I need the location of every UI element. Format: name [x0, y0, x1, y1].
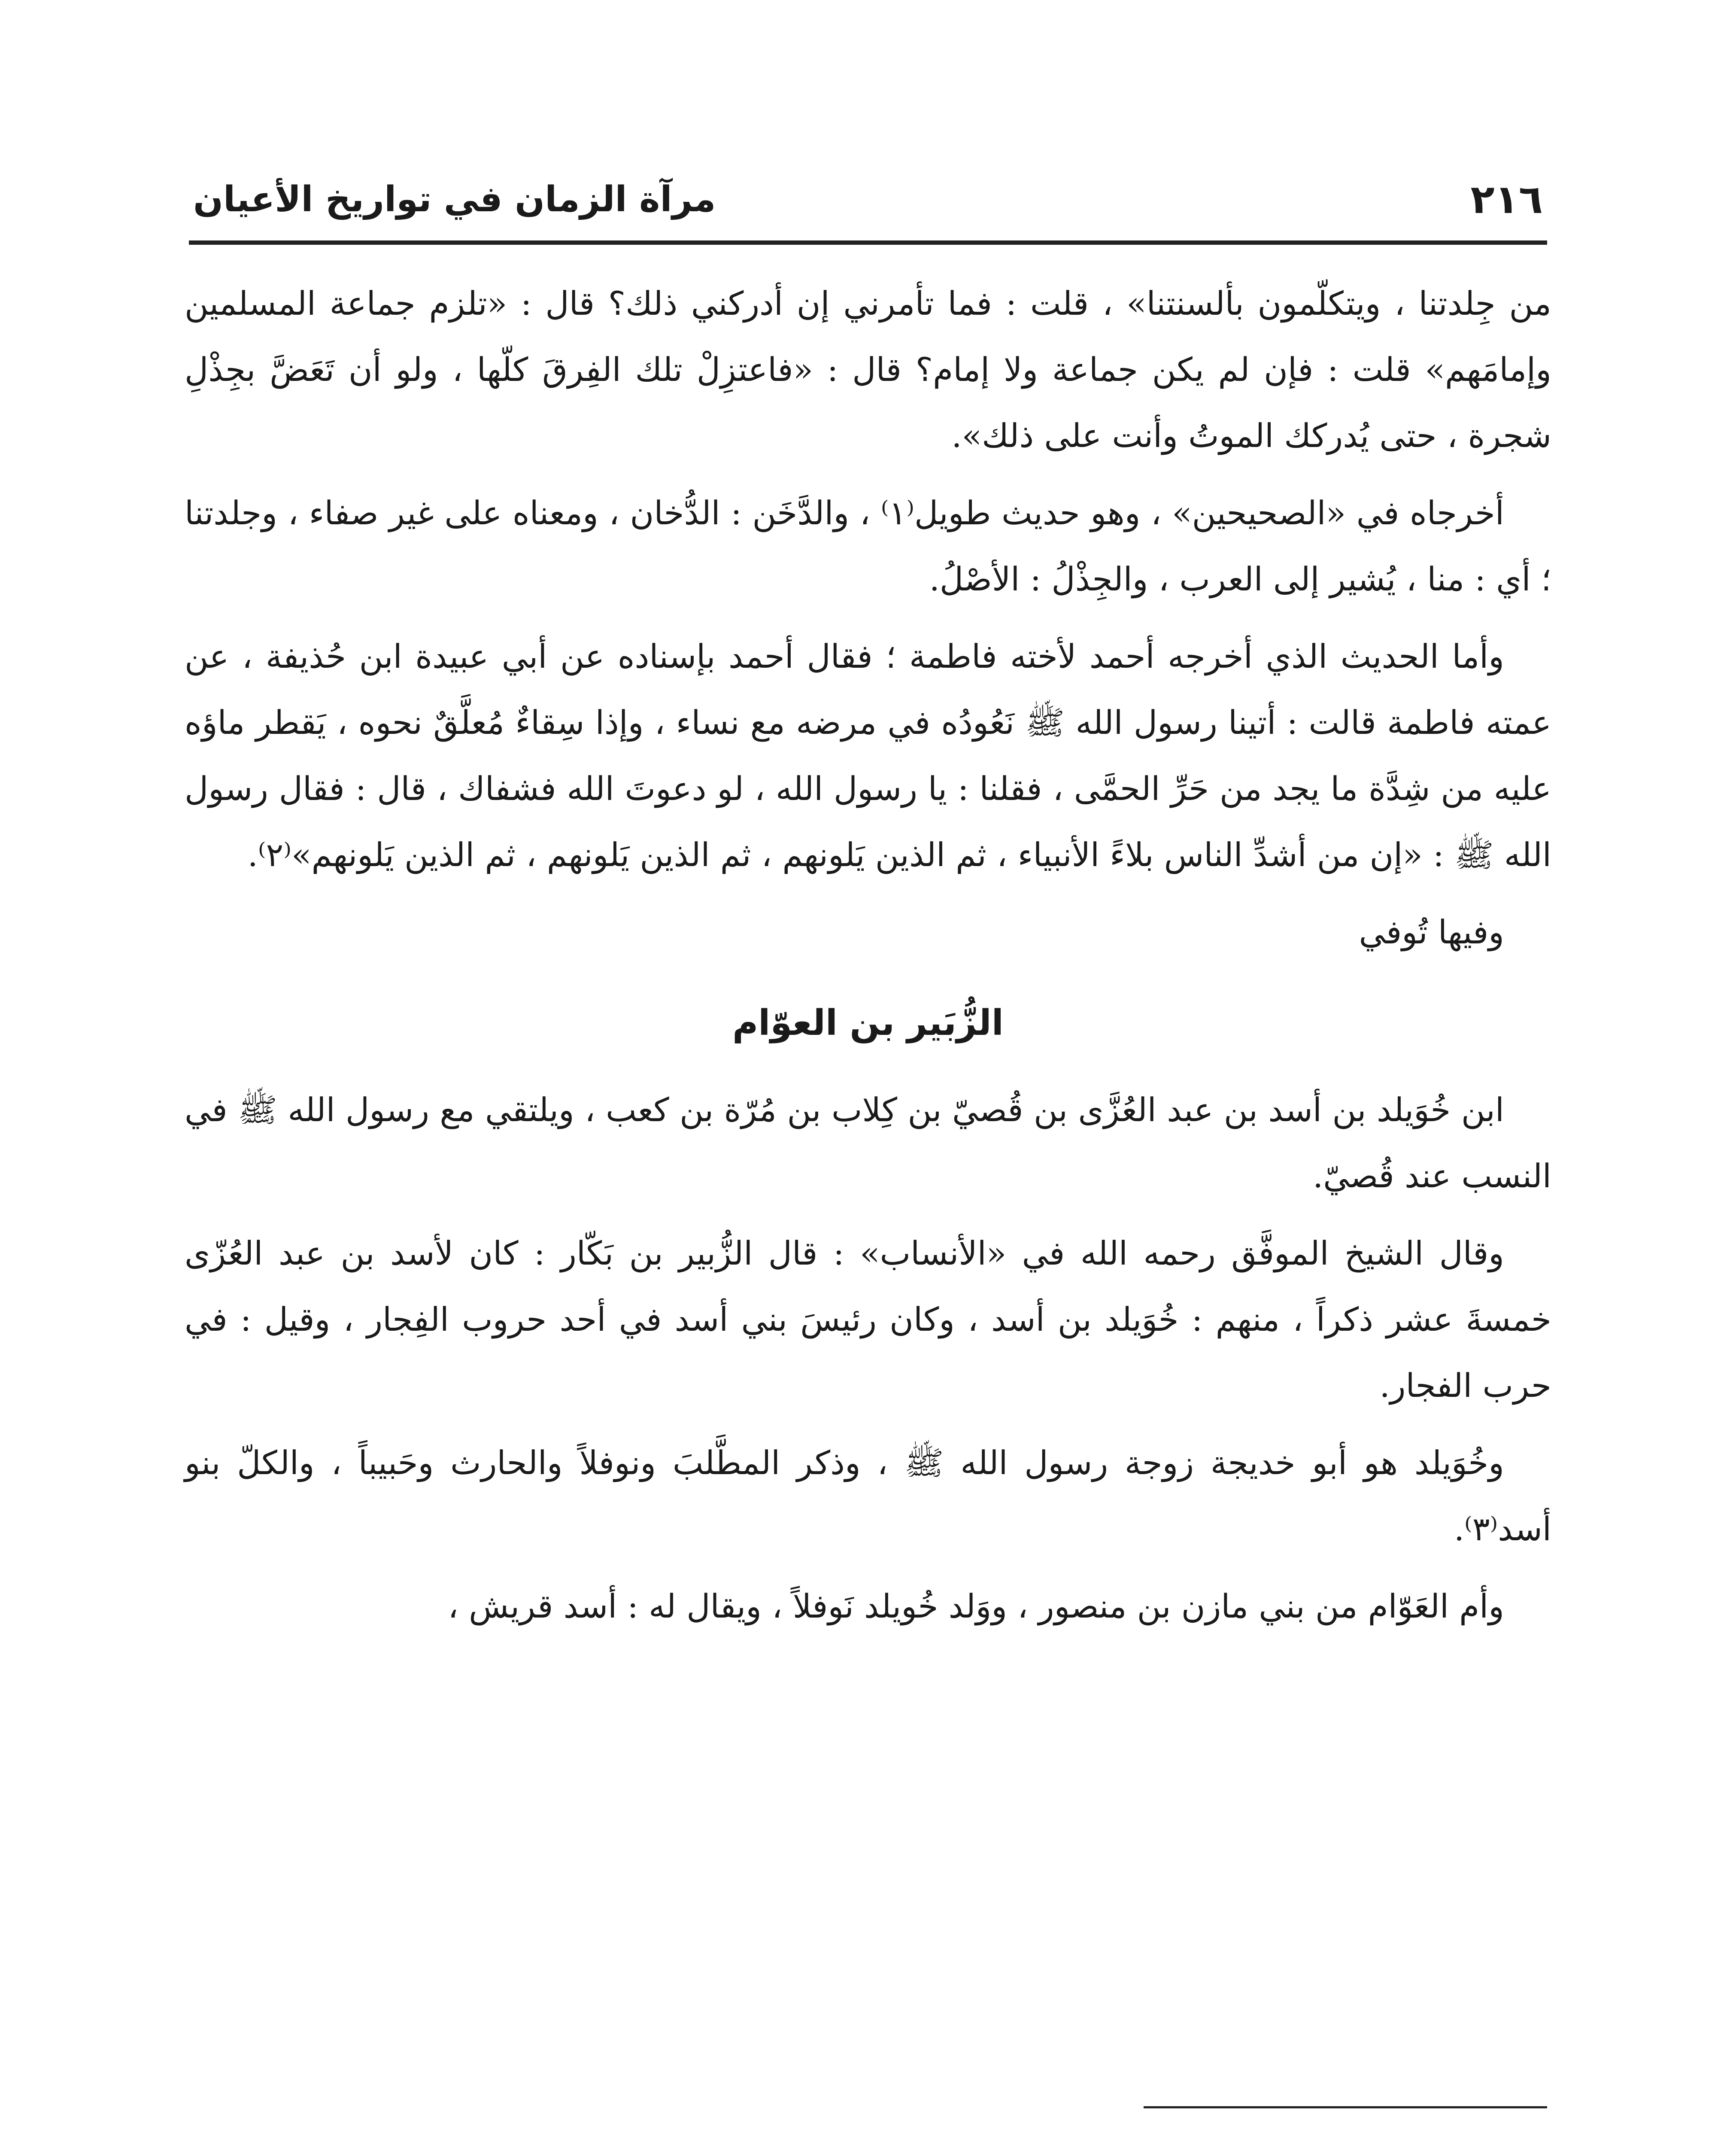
paragraph: وقال الشيخ الموفَّق رحمه الله في «الأنساب» : قال الزُّبير بن بَكّار : كان لأسد بن عبد العُزّى خمسةَ عشر ذكراً ، منهم : خُوَيلد بن أسد ، وكان رئيسَ بني أسد في أحد حروب الفِجار ، وقيل : في حرب الفجار.: [185, 1234, 1551, 1405]
section-title: الزُّبَير بن العوّام: [732, 1003, 1004, 1043]
paragraph: ابن خُوَيلد بن أسد بن عبد العُزَّى بن قُصيّ بن كِلاب بن مُرّة بن كعب ، ويلتقي مع رسول الله ﷺ في النسب عند قُصيّ.: [185, 1091, 1551, 1195]
paragraph: أخرجاه في «الصحيحين» ، وهو حديث طويل⁽١⁾ ، والدَّخَن : الدُّخان ، ومعناه على غير صفاء ، وجلدتنا ؛ أي : منا ، يُشير إلى العرب ، والجِذْلُ : الأصْلُ.: [185, 494, 1551, 598]
footnote-divider: [1144, 2106, 1547, 2108]
paragraph: وخُوَيلد هو أبو خديجة زوجة رسول الله ﷺ ، وذكر المطَّلبَ ونوفلاً والحارث وحَبيباً ، والكلّ بنو أسد⁽٣⁾.: [185, 1444, 1551, 1548]
paragraph: من جِلدتنا ، ويتكلّمون بألسنتنا» ، قلت : فما تأمرني إن أدركني ذلك؟ قال : «تلزم جماعة المسلمين وإمامَهم» قلت : فإن لم يكن جماعة ولا إمام؟ قال : «فاعتزِلْ تلك الفِرقَ كلّها ، ولو أن تَعَضَّ بجِذْلِ شجرة ، حتى يُدركك الموتُ وأنت على ذلك».: [185, 284, 1551, 455]
footnotes: [189, 2138, 1547, 2147]
footnote: [189, 2138, 1547, 2147]
page-number: ٢١٦: [1470, 176, 1543, 222]
main-text: [185, 271, 1551, 1651]
paragraph: وأم العَوّام من بني مازن بن منصور ، ووَلد خُويلد نَوفلاً ، ويقال له : أسد قريش ،: [448, 1587, 1504, 1625]
paragraph: وفيها تُوفي: [1359, 913, 1504, 951]
paragraph: وأما الحديث الذي أخرجه أحمد لأخته فاطمة ؛ فقال أحمد بإسناده عن أبي عبيدة ابن حُذيفة ، عن عمته فاطمة قالت : أتينا رسول الله ﷺ نَعُودُه في مرضه مع نساء ، وإذا سِقاءٌ مُعلَّقٌ نحوه ، يَقطر ماؤه عليه من شِدَّة ما يجد من حَرِّ الحمَّى ، فقلنا : يا رسول الله ، لو دعوتَ الله فشفاك ، قال : فقال رسول الله ﷺ : «إن من أشدِّ الناس بلاءً الأنبياء ، ثم الذين يَلونهم ، ثم الذين يَلونهم ، ثم الذين يَلونهم»⁽٢⁾.: [185, 637, 1551, 874]
running-title: مرآة الزمان في تواريخ الأعيان: [193, 179, 716, 220]
page-header: [189, 167, 1547, 245]
